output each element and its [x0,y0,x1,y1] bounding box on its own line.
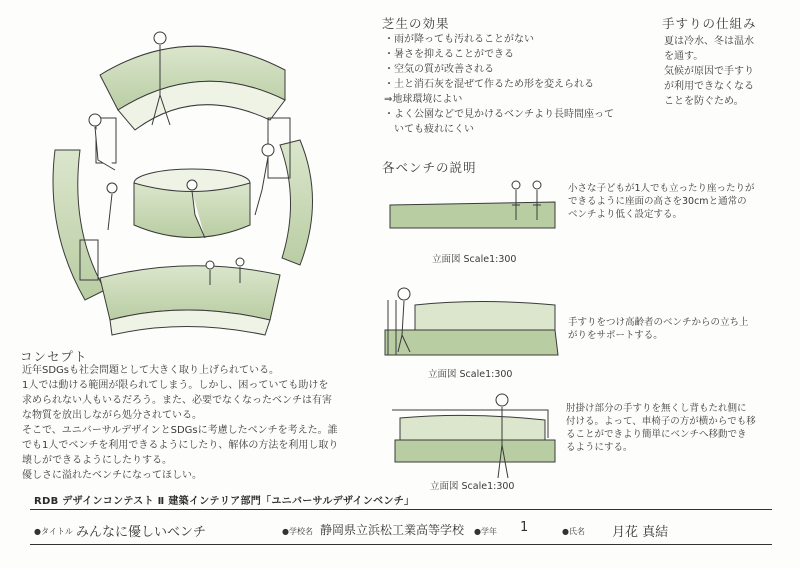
effects-item: ・雨が降っても汚れることがない [384,34,534,45]
bench-1-line: ベンチより低く設定する。 [568,209,683,220]
effects-list [384,32,614,137]
elevation-2 [385,288,558,355]
handrail-line: ことを防ぐため。 [664,96,744,107]
concept-text [22,363,338,483]
school-name: 静岡県立浜松工業高等学校 [320,523,465,537]
bench-3-line: 肘掛け部分の手すりを無くし背もたれ側に [566,403,747,414]
work-title: みんなに優しいベンチ [76,525,207,540]
concept-line: 近年SDGsも社会問題として大きく取り上げられている。 [22,365,280,376]
concept-line: 求められない人もいるだろう。また、必要でなくなったベンチは有害 [22,395,332,406]
bench-2-caption: 立面図 Scale1:300 [428,369,513,380]
handrail-line: 気候が原因で手すり [664,66,754,77]
concept-line: 壊しができるようにしたりする。 [22,455,172,466]
concept-line: そこで、ユニバーサルデザインとSDGsに考慮したベンチを考えた。誰 [22,425,338,436]
school-label: ●学校名 [282,527,313,536]
title-label: ●タイトル [34,527,73,536]
contest-name: RDB デザインコンテスト Ⅱ 建築インテリア部門「ユニバーサルデザインベンチ」 [34,496,415,507]
left-wall [53,150,105,300]
bench-3-line: 付ける。よって、車椅子の方が横からでも移 [566,416,756,427]
effects-heading: 芝生の効果 [382,16,450,31]
effects-item: ⇒地球環境によい [384,94,463,105]
effects-item: ・暑さを抑えることができる [384,49,514,60]
benches-heading: 各ベンチの説明 [382,160,477,175]
handrail-text [664,34,754,109]
handrail-heading: 手すりの仕組み [662,16,757,31]
grade-label: ●学年 [474,527,497,536]
handrail-line: を通す。 [664,51,704,62]
concept-line: 優しさに溢れたベンチになってほしい。 [22,470,202,481]
footer-bottom-line [30,544,772,545]
name-label: ●氏名 [562,527,585,536]
concept-line: な物質を放出しながら処分されている。 [22,410,202,421]
bench-3-line: るようにする。 [566,442,633,453]
bench-3-caption: 立面図 Scale1:300 [430,481,515,492]
right-wall [280,140,313,265]
bench-1-caption: 立面図 Scale1:300 [432,254,517,265]
bench-1-line: 小さな子どもが1人でも立ったり座ったりが [568,183,755,194]
effects-item: ・空気の質が改善される [384,64,494,75]
concept-heading: コンセプト [20,349,88,364]
concept-line: 1人では動ける範囲が限られてしまう。しかし、困っていても助けを [22,380,329,391]
elevation-3 [392,394,555,478]
concept-line: でも1人でベンチを利用できるようにしたり、解体の方法を利用し取り [22,440,339,451]
bench-1-line: できるように座面の高さを30cmと通常の [568,196,747,207]
student-name: 月花 真結 [612,525,669,540]
elevation-1 [390,181,555,228]
handrail-line: が利用できなくなる [664,81,754,92]
effects-item: ・よく公園などで見かけるベンチより長時間座って [384,109,614,120]
bench-3-description [566,402,756,454]
bench-2-line: 手すりをつけ高齢者のベンチからの立ち上 [568,317,749,328]
handrail-line: 夏は冷水、冬は温水 [664,36,754,47]
bench-3-line: ることができより簡単にベンチへ移動でき [566,429,747,440]
footer-divider [30,509,772,510]
bench-1-description [568,182,755,221]
bench-2-description [568,316,749,342]
effects-item: ・土と消石灰を混ぜて作るため形を変えられる [384,79,594,90]
grade-value: 1 [520,520,529,535]
bench-2-line: がりをサポートする。 [568,330,663,341]
effects-item: いても疲れにくい [384,124,474,135]
